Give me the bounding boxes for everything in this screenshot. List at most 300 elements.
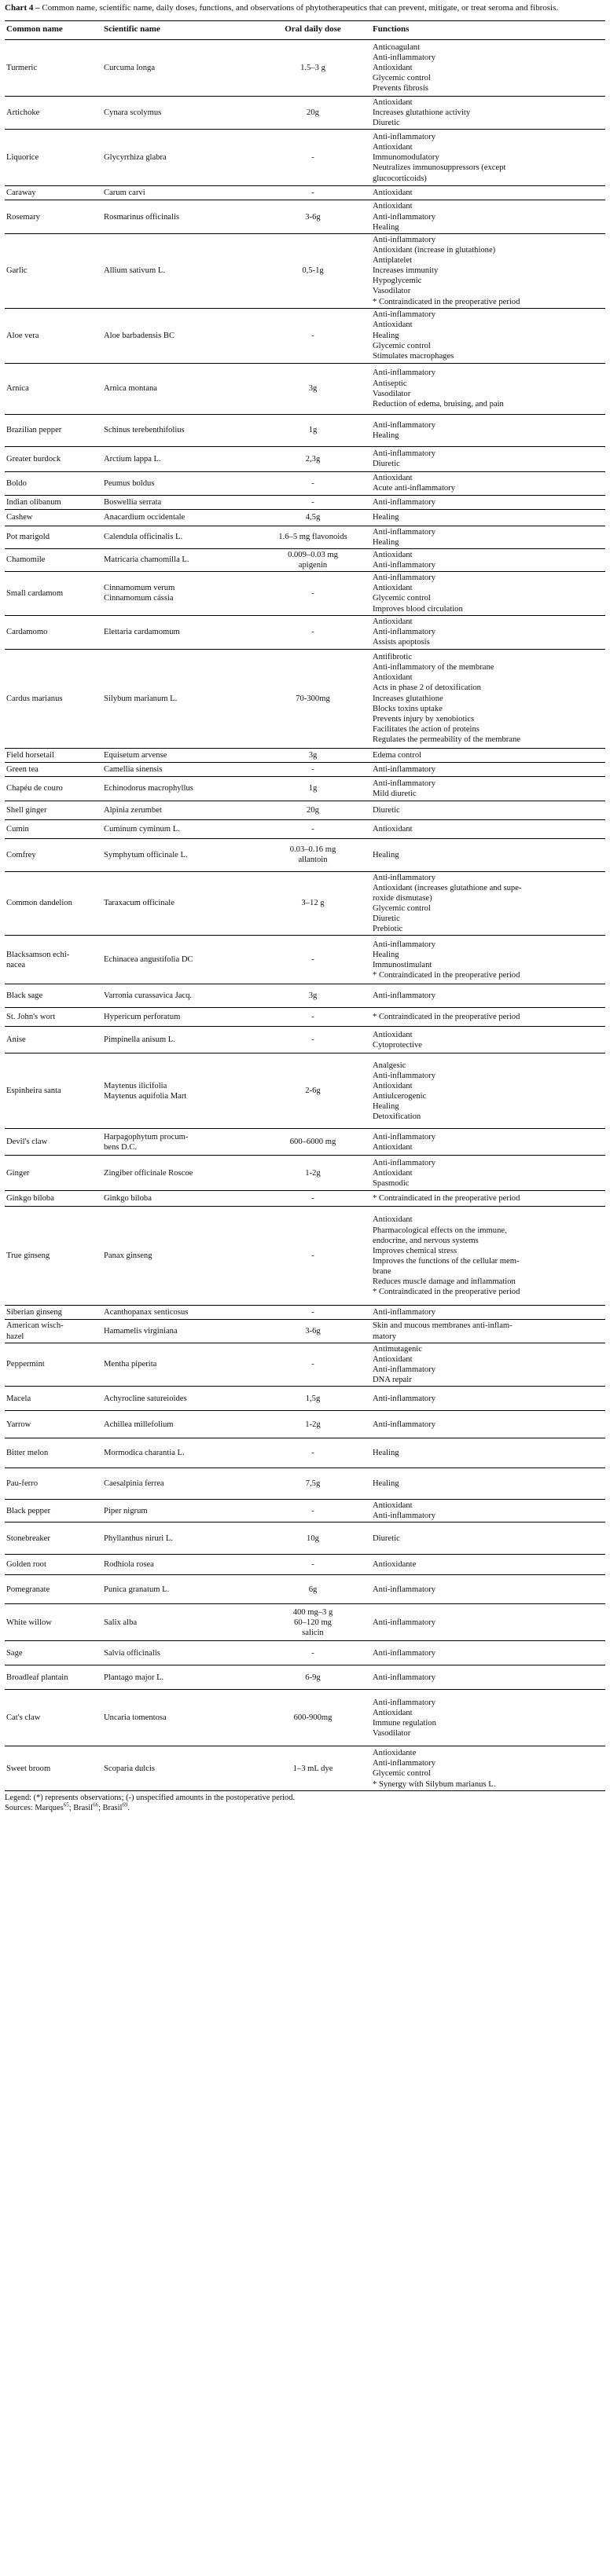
scientific-name-cell-line: Cuminum cyminum L. <box>104 824 180 834</box>
table-row <box>5 762 605 776</box>
scientific-name-cell <box>102 446 255 471</box>
functions-cell-line: Antioxidant <box>373 1501 413 1511</box>
scientific-name-cell-line: Arctium lappa L. <box>104 454 161 464</box>
functions-cell-line: Antioxidant <box>373 1168 413 1178</box>
scientific-name-cell-line: Cinnamomum cássia <box>104 594 174 603</box>
common-name-cell-line: Artichoke <box>6 108 40 118</box>
scientific-name-cell-line: Silybum marianum L. <box>104 694 178 703</box>
scientific-name-cell <box>102 495 255 509</box>
common-name-cell <box>5 649 102 748</box>
oral-dose-cell <box>255 1027 371 1053</box>
functions-cell-line: Antifibrotic <box>373 653 413 662</box>
functions-cell-line: Healing <box>373 222 399 232</box>
scientific-name-cell-line: Peumus boldus <box>104 478 155 488</box>
header-functions: Functions <box>371 21 605 40</box>
functions-cell <box>371 97 605 130</box>
phytotherapeutics-table <box>5 20 605 1791</box>
table-row <box>5 838 605 871</box>
oral-dose-cell-line: 0.009–0.03 mg <box>288 550 338 559</box>
table-row <box>5 130 605 186</box>
oral-dose-cell <box>255 762 371 776</box>
functions-cell-line: Diuretic <box>373 119 400 128</box>
oral-dose-cell <box>255 1665 371 1690</box>
functions-cell-line: Antioxidant <box>373 824 413 834</box>
scientific-name-cell <box>102 1500 255 1523</box>
table-row <box>5 1641 605 1665</box>
common-name-cell <box>5 615 102 649</box>
table-caption <box>5 3 605 13</box>
functions-cell <box>371 200 605 233</box>
common-name-cell <box>5 446 102 471</box>
oral-dose-cell <box>255 1053 371 1129</box>
common-name-cell-line: Espinheira santa <box>6 1086 61 1096</box>
scientific-name-cell-line: Uncaria tomentosa <box>104 1713 167 1723</box>
functions-cell-line: matory <box>373 1332 397 1341</box>
scientific-name-cell-line: Matricaria chamomilla L. <box>104 555 189 565</box>
oral-dose-cell-line: 20g <box>307 805 319 815</box>
functions-cell-line: Improves the functions of the cellular mem- <box>373 1256 520 1266</box>
common-name-cell-line: Rosemary <box>6 212 40 222</box>
oral-dose-cell-line: - <box>311 1013 314 1022</box>
functions-cell <box>371 1500 605 1523</box>
table-row <box>5 615 605 649</box>
scientific-name-cell <box>102 819 255 838</box>
scientific-name-cell-line: Echinacea angustifolia DC <box>104 955 193 965</box>
functions-cell-line: glucocorticoids) <box>373 174 427 183</box>
oral-dose-cell-line: - <box>311 824 314 834</box>
scientific-name-cell <box>102 414 255 446</box>
common-name-cell-line: Siberian ginseng <box>6 1308 62 1317</box>
functions-cell-line: Anti-inflammatory <box>373 873 436 882</box>
oral-dose-cell-line: 3-6g <box>305 1326 321 1336</box>
scientific-name-cell <box>102 308 255 363</box>
functions-cell <box>371 363 605 414</box>
oral-dose-cell <box>255 572 371 616</box>
functions-cell-line: Antioxidant <box>373 202 413 211</box>
functions-cell-line: Anti-inflammatory <box>373 1365 436 1374</box>
common-name-cell-line: Broadleaf plantain <box>6 1673 68 1682</box>
functions-cell-line: endocrine, and nervous systems <box>373 1236 479 1245</box>
functions-cell <box>371 1575 605 1604</box>
functions-cell-line: Anti-inflammatory <box>373 779 436 788</box>
functions-cell-line: Antioxidante <box>373 1749 417 1758</box>
functions-cell <box>371 838 605 871</box>
functions-cell-line: * Synergy with Silybum marianus L. <box>373 1779 496 1789</box>
common-name-cell-line: Sweet broom <box>6 1764 51 1773</box>
oral-dose-cell <box>255 363 371 414</box>
functions-cell-line: Antioxidant <box>373 1215 413 1225</box>
functions-cell-line: Prevents injury by xenobiotics <box>373 714 475 724</box>
oral-dose-cell-line: 0,5-1g <box>302 266 324 276</box>
common-name-cell <box>5 186 102 200</box>
functions-cell-line: Antiplatelet <box>373 256 413 266</box>
oral-dose-cell <box>255 1523 371 1555</box>
functions-cell-line: Diuretic <box>373 805 400 815</box>
oral-dose-cell <box>255 801 371 819</box>
table-row <box>5 1690 605 1746</box>
oral-dose-cell-line: 0.03–0.16 mg <box>289 845 336 855</box>
oral-dose-cell-line: 1g <box>308 784 318 793</box>
common-name-cell <box>5 200 102 233</box>
oral-dose-cell-line: 70-300mg <box>296 694 330 703</box>
scientific-name-cell-line: Boswellia serrata <box>104 497 162 507</box>
functions-cell <box>371 649 605 748</box>
sources-separator: ; Brasil <box>98 1804 123 1813</box>
common-name-cell <box>5 233 102 308</box>
common-name-cell-line: Liquorice <box>6 153 39 163</box>
functions-cell-line: Antimutagenic <box>373 1344 422 1354</box>
common-name-cell <box>5 363 102 414</box>
functions-cell <box>371 130 605 186</box>
common-name-cell-line: Greater burdock <box>6 454 61 464</box>
functions-cell-line: * Contraindicated in the preoperative period <box>373 1013 520 1022</box>
functions-cell <box>371 548 605 571</box>
functions-cell-line: Antioxidant <box>373 1030 413 1039</box>
functions-cell-line: Anti-inflammatory <box>373 991 436 1001</box>
common-name-cell <box>5 1500 102 1523</box>
oral-dose-cell <box>255 1008 371 1027</box>
common-name-cell-line: Pomegranate <box>6 1585 50 1594</box>
scientific-name-cell-line: Glycyrrhiza glabra <box>104 153 167 163</box>
source-ref: 66 <box>93 1801 99 1808</box>
table-row <box>5 308 605 363</box>
common-name-cell-line: Cat's claw <box>6 1713 41 1723</box>
functions-cell <box>371 572 605 616</box>
common-name-cell <box>5 776 102 801</box>
functions-cell-line: Antioxidant <box>373 189 413 198</box>
functions-cell <box>371 776 605 801</box>
scientific-name-cell-line: Zingiber officinale Roscoe <box>104 1168 193 1178</box>
scientific-name-cell <box>102 1008 255 1027</box>
scientific-name-cell <box>102 1306 255 1320</box>
table-row <box>5 1575 605 1604</box>
functions-cell-line: Anti-inflammatory <box>373 1158 436 1167</box>
table-row <box>5 363 605 414</box>
header-scientific-name: Scientific name <box>102 21 255 40</box>
functions-cell-line: Skin and mucous membranes anti-inflam- <box>373 1321 513 1331</box>
scientific-name-cell-line: Aloe barbadensis BC <box>104 331 175 340</box>
common-name-cell <box>5 308 102 363</box>
scientific-name-cell-line: Cynara scolymus <box>104 108 162 118</box>
table-row <box>5 1468 605 1500</box>
functions-cell <box>371 1306 605 1320</box>
scientific-name-cell <box>102 762 255 776</box>
common-name-cell-line: Green tea <box>6 764 39 774</box>
scientific-name-cell-line: Varronia curassavica Jacq. <box>104 991 193 1001</box>
functions-cell-line: Anti-inflammatory <box>373 368 436 378</box>
scientific-name-cell-line: Elettaria cardamomum <box>104 628 180 637</box>
scientific-name-cell-line: Schinus terebenthifolius <box>104 426 185 435</box>
table-row <box>5 186 605 200</box>
scientific-name-cell-line: Calendula officinalis L. <box>104 533 183 542</box>
table-body <box>5 40 605 1791</box>
common-name-cell <box>5 801 102 819</box>
functions-cell-line: Healing <box>373 850 399 859</box>
functions-cell <box>371 762 605 776</box>
table-row <box>5 1604 605 1641</box>
functions-cell-line: Antiseptic <box>373 379 407 388</box>
table-header-row <box>5 21 605 40</box>
common-name-cell-line: Small cardamom <box>6 588 64 598</box>
common-name-cell <box>5 1468 102 1500</box>
scientific-name-cell <box>102 363 255 414</box>
oral-dose-cell <box>255 1604 371 1641</box>
oral-dose-cell <box>255 1387 371 1411</box>
scientific-name-cell <box>102 1604 255 1641</box>
functions-cell-line: Spasmodic <box>373 1178 410 1188</box>
table-row <box>5 548 605 571</box>
common-name-cell-line: Black pepper <box>6 1506 51 1515</box>
common-name-cell-line: True ginseng <box>6 1251 50 1261</box>
table-row <box>5 1555 605 1575</box>
scientific-name-cell <box>102 572 255 616</box>
common-name-cell <box>5 819 102 838</box>
common-name-cell <box>5 572 102 616</box>
functions-cell <box>371 1343 605 1387</box>
functions-cell-line: Antioxidant <box>373 321 413 330</box>
oral-dose-cell <box>255 1191 371 1207</box>
scientific-name-cell <box>102 1555 255 1575</box>
functions-cell-line: Antioxidant <box>373 673 413 683</box>
common-name-cell-line: St. John's wort <box>6 1013 56 1022</box>
functions-cell <box>371 1746 605 1791</box>
functions-cell-line: Neutralizes immunosuppressors (except <box>373 163 506 173</box>
functions-cell <box>371 1207 605 1306</box>
functions-cell-line: Acts in phase 2 of detoxification <box>373 683 481 693</box>
functions-cell-line: Antioxidant <box>373 63 413 72</box>
functions-cell-line: Antioxidant <box>373 1354 413 1364</box>
oral-dose-cell <box>255 1129 371 1156</box>
common-name-cell-line: Peppermint <box>6 1360 45 1369</box>
functions-cell-line: Prevents fibrosis <box>373 84 428 93</box>
common-name-cell <box>5 1665 102 1690</box>
oral-dose-cell-line: 3g <box>308 750 318 760</box>
common-name-cell <box>5 1008 102 1027</box>
scientific-name-cell <box>102 1746 255 1791</box>
oral-dose-cell <box>255 414 371 446</box>
common-name-cell <box>5 1438 102 1468</box>
oral-dose-cell <box>255 1207 371 1306</box>
common-name-cell-line: Yarrow <box>6 1420 31 1429</box>
scientific-name-cell-line: Taraxacum officinale <box>104 899 175 908</box>
table-row <box>5 1053 605 1129</box>
functions-cell-line: Anti-inflammatory <box>373 628 436 637</box>
functions-cell <box>371 871 605 936</box>
oral-dose-cell-line: 400 mg–3 g <box>292 1607 333 1617</box>
oral-dose-cell <box>255 40 371 97</box>
scientific-name-cell-line: Allium sativum L. <box>104 266 165 276</box>
functions-cell-line: Anti-inflammatory <box>373 764 436 774</box>
functions-cell-line: Antioxidant <box>373 98 413 108</box>
functions-cell <box>371 801 605 819</box>
scientific-name-cell <box>102 1129 255 1156</box>
functions-cell <box>371 1690 605 1746</box>
common-name-cell-line: Devil's claw <box>6 1138 48 1147</box>
functions-cell-line: Anti-inflammatory <box>373 561 436 570</box>
caption-label: Chart 4 – <box>5 3 40 13</box>
table-row <box>5 1306 605 1320</box>
common-name-cell <box>5 40 102 97</box>
functions-cell-line: Increases immunity <box>373 266 439 276</box>
common-name-cell-line: Cumin <box>6 824 29 834</box>
oral-dose-cell <box>255 1641 371 1665</box>
scientific-name-cell-line: Mormodica charantia L. <box>104 1449 185 1458</box>
table-row <box>5 819 605 838</box>
table-row <box>5 572 605 616</box>
functions-cell-line: Antioxidant <box>373 1081 413 1090</box>
functions-cell <box>371 1468 605 1500</box>
scientific-name-cell <box>102 548 255 571</box>
functions-cell-line: Anti-inflammatory <box>373 1698 436 1707</box>
functions-cell-line: Healing <box>373 537 399 547</box>
scientific-name-cell-line: Acanthopanax senticosus <box>104 1308 189 1317</box>
scientific-name-cell <box>102 1343 255 1387</box>
functions-cell <box>371 936 605 984</box>
scientific-name-cell <box>102 186 255 200</box>
scientific-name-cell <box>102 1641 255 1665</box>
table-row <box>5 1343 605 1387</box>
scientific-name-cell-line: Carum carvi <box>104 189 145 198</box>
oral-dose-cell <box>255 97 371 130</box>
functions-cell-line: Antioxidant <box>373 584 413 593</box>
scientific-name-cell <box>102 748 255 762</box>
oral-dose-cell <box>255 1746 371 1791</box>
functions-cell-line: brane <box>373 1267 391 1277</box>
common-name-cell <box>5 1575 102 1604</box>
functions-cell-line: Increases glutathione activity <box>373 108 471 118</box>
scientific-name-cell <box>102 471 255 495</box>
functions-cell-line: Edema control <box>373 750 422 760</box>
oral-dose-cell <box>255 649 371 748</box>
functions-cell-line: Anti-inflammatory <box>373 1512 436 1521</box>
functions-cell-line: Anti-inflammatory <box>373 497 436 507</box>
oral-dose-cell-line: - <box>311 628 314 637</box>
table-row <box>5 1129 605 1156</box>
source-ref: 69 <box>122 1801 128 1808</box>
scientific-name-cell-line: Mentha piperita <box>104 1360 157 1369</box>
oral-dose-cell <box>255 200 371 233</box>
functions-cell-line: Immune regulation <box>373 1718 436 1728</box>
common-name-cell <box>5 1604 102 1641</box>
scientific-name-cell <box>102 1207 255 1306</box>
common-name-cell <box>5 1027 102 1053</box>
functions-cell <box>371 526 605 548</box>
oral-dose-cell-line: 60–120 mg <box>294 1618 332 1627</box>
functions-cell-line: Healing <box>373 1102 399 1112</box>
common-name-cell <box>5 414 102 446</box>
table-row <box>5 1207 605 1306</box>
functions-cell <box>371 40 605 97</box>
scientific-name-cell-line: Plantago major L. <box>104 1673 164 1682</box>
common-name-cell-line: nacea <box>6 960 26 969</box>
table-row <box>5 97 605 130</box>
functions-cell-line: DNA repair <box>373 1376 412 1385</box>
functions-cell-line: Glycemic control <box>373 904 431 914</box>
table-row <box>5 40 605 97</box>
functions-cell-line: Glycemic control <box>373 594 431 603</box>
functions-cell-line: Diuretic <box>373 460 400 469</box>
common-name-cell-line: Black sage <box>6 991 43 1001</box>
common-name-cell <box>5 762 102 776</box>
functions-cell-line: Immunomodulatory <box>373 153 439 163</box>
functions-cell <box>371 1129 605 1156</box>
common-name-cell-line: Blacksamson echi- <box>6 950 70 959</box>
table-row <box>5 1008 605 1027</box>
oral-dose-cell-line: 20g <box>307 108 319 118</box>
table-row <box>5 801 605 819</box>
table-row <box>5 649 605 748</box>
common-name-cell-line: Macela <box>6 1394 31 1403</box>
table-row <box>5 984 605 1008</box>
scientific-name-cell <box>102 233 255 308</box>
oral-dose-cell <box>255 871 371 936</box>
oral-dose-cell <box>255 748 371 762</box>
functions-cell <box>371 1641 605 1665</box>
functions-cell <box>371 1604 605 1641</box>
functions-cell-line: Regulates the permeability of the membrane <box>373 735 520 745</box>
oral-dose-cell-line: 4,5g <box>305 513 321 522</box>
scientific-name-cell <box>102 984 255 1008</box>
functions-cell-line: * Contraindicated in the preoperative period <box>373 297 520 306</box>
common-name-cell-line: hazel <box>6 1332 24 1341</box>
common-name-cell <box>5 838 102 871</box>
functions-cell <box>371 1008 605 1027</box>
table-row <box>5 233 605 308</box>
oral-dose-cell-line: apigenin <box>298 561 328 570</box>
common-name-cell-line: Chamomile <box>6 555 46 565</box>
scientific-name-cell-line: Rosmarinus officinalis <box>104 212 180 222</box>
oral-dose-cell <box>255 1690 371 1746</box>
oral-dose-cell-line: allantoin <box>298 856 328 865</box>
common-name-cell <box>5 936 102 984</box>
scientific-name-cell-line: Maytenus aquifolia Mart <box>104 1091 187 1101</box>
scientific-name-cell <box>102 1468 255 1500</box>
common-name-cell <box>5 526 102 548</box>
common-name-cell <box>5 1320 102 1343</box>
oral-dose-cell-line: - <box>311 1194 314 1204</box>
common-name-cell <box>5 1555 102 1575</box>
functions-cell-line: Anti-inflammatory of the membrane <box>373 663 494 672</box>
common-name-cell-line: Bitter melon <box>6 1449 49 1458</box>
functions-cell-line: Glycemic control <box>373 341 431 350</box>
scientific-name-cell-line: Ginkgo biloba <box>104 1194 152 1204</box>
functions-cell-line: Antioxidant <box>373 1708 413 1717</box>
common-name-cell-line: Golden root <box>6 1560 46 1570</box>
oral-dose-cell <box>255 1555 371 1575</box>
scientific-name-cell-line: Equisetum arvense <box>104 750 167 760</box>
oral-dose-cell-line: - <box>311 764 314 774</box>
common-name-cell <box>5 1746 102 1791</box>
common-name-cell <box>5 1343 102 1387</box>
functions-cell-line: Antioxidant <box>373 143 413 152</box>
common-name-cell-line: Field horsetail <box>6 750 54 760</box>
functions-cell-line: Blocks toxins uptake <box>373 704 443 713</box>
common-name-cell <box>5 871 102 936</box>
scientific-name-cell <box>102 871 255 936</box>
oral-dose-cell <box>255 526 371 548</box>
oral-dose-cell-line: 1g <box>308 426 318 435</box>
common-name-cell <box>5 1523 102 1555</box>
common-name-cell <box>5 1690 102 1746</box>
common-name-cell <box>5 748 102 762</box>
functions-cell-line: Healing <box>373 1479 399 1489</box>
oral-dose-cell <box>255 1343 371 1387</box>
functions-cell <box>371 446 605 471</box>
functions-cell <box>371 1320 605 1343</box>
scientific-name-cell-line: Maytenus ilicifolia <box>104 1081 167 1090</box>
scientific-name-cell <box>102 1411 255 1438</box>
oral-dose-cell-line: 10g <box>307 1534 319 1543</box>
